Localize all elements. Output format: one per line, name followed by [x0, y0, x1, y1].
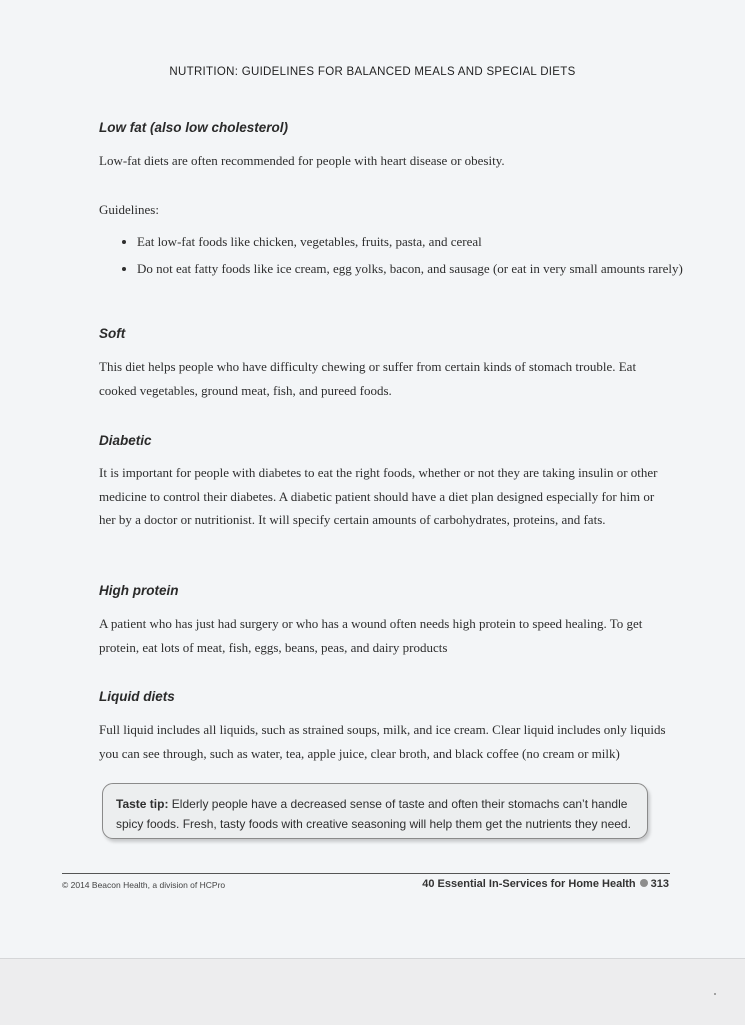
dust-speck	[714, 993, 716, 995]
low-fat-intro: Low-fat diets are often recommended for people with heart disease or obesity.	[99, 153, 505, 168]
footer-copyright: © 2014 Beacon Health, a division of HCPro	[62, 880, 226, 890]
guidelines-list	[99, 232, 697, 286]
heading-diabetic: Diabetic	[99, 433, 152, 448]
diabetic-text: It is important for people with diabetes to eat the right foods, whether or not they are taking insulin or other medicine to control their diabetes. A diabetic patient should have a diet plan designed especially for him or her by a doctor or nutritionist. It will specify certain amounts of carbohydrates, proteins, and fats.	[99, 465, 658, 527]
bullet-dot-icon	[640, 879, 648, 887]
page-number: 313	[650, 878, 669, 890]
guidelines-label: Guidelines:	[99, 202, 159, 217]
heading-soft: Soft	[99, 326, 126, 341]
heading-high-protein: High protein	[99, 583, 179, 598]
list-item: • Eat low-fat foods like chicken, vegetables, fruits, pasta, and cereal	[137, 232, 697, 252]
liquid-diets-text: Full liquid includes all liquids, such as strained soups, milk, and ice cream. Clear liquid includes only liquids you can see through, such as water, tea, apple juice, clear broth, and black coffee (no cream or milk)	[99, 722, 666, 761]
soft-text: This diet helps people who have difficulty chewing or suffer from certain kinds of stomach trouble. Eat cooked vegetables, ground meat, fish, and pureed foods.	[99, 359, 637, 398]
scanner-background	[0, 958, 745, 1025]
heading-liquid-diets: Liquid diets	[99, 689, 175, 704]
list-item: • Do not eat fatty foods like ice cream, egg yolks, bacon, and sausage (or eat in very small amounts rarely)	[137, 259, 697, 279]
taste-tip-text: Elderly people have a decreased sense of taste and often their stomachs can’t handle spicy foods. Fresh, tasty foods with creative seasoning will help them get the nutrients they need.	[116, 797, 631, 831]
page-header: NUTRITION: GUIDELINES FOR BALANCED MEALS AND SPECIAL DIETS	[169, 66, 576, 78]
taste-tip-box	[102, 783, 648, 839]
footer-book-title: 40 Essential In-Services for Home Health	[422, 878, 636, 890]
footer-page-info	[422, 878, 669, 890]
high-protein-text: A patient who has just had surgery or who has a wound often needs high protein to speed healing. To get protein, eat lots of meat, fish, eggs, beans, peas, and dairy products	[99, 616, 643, 655]
heading-low-fat: Low fat (also low cholesterol)	[99, 120, 289, 135]
footer-divider	[62, 873, 670, 874]
taste-tip-label: Taste tip:	[116, 797, 169, 811]
